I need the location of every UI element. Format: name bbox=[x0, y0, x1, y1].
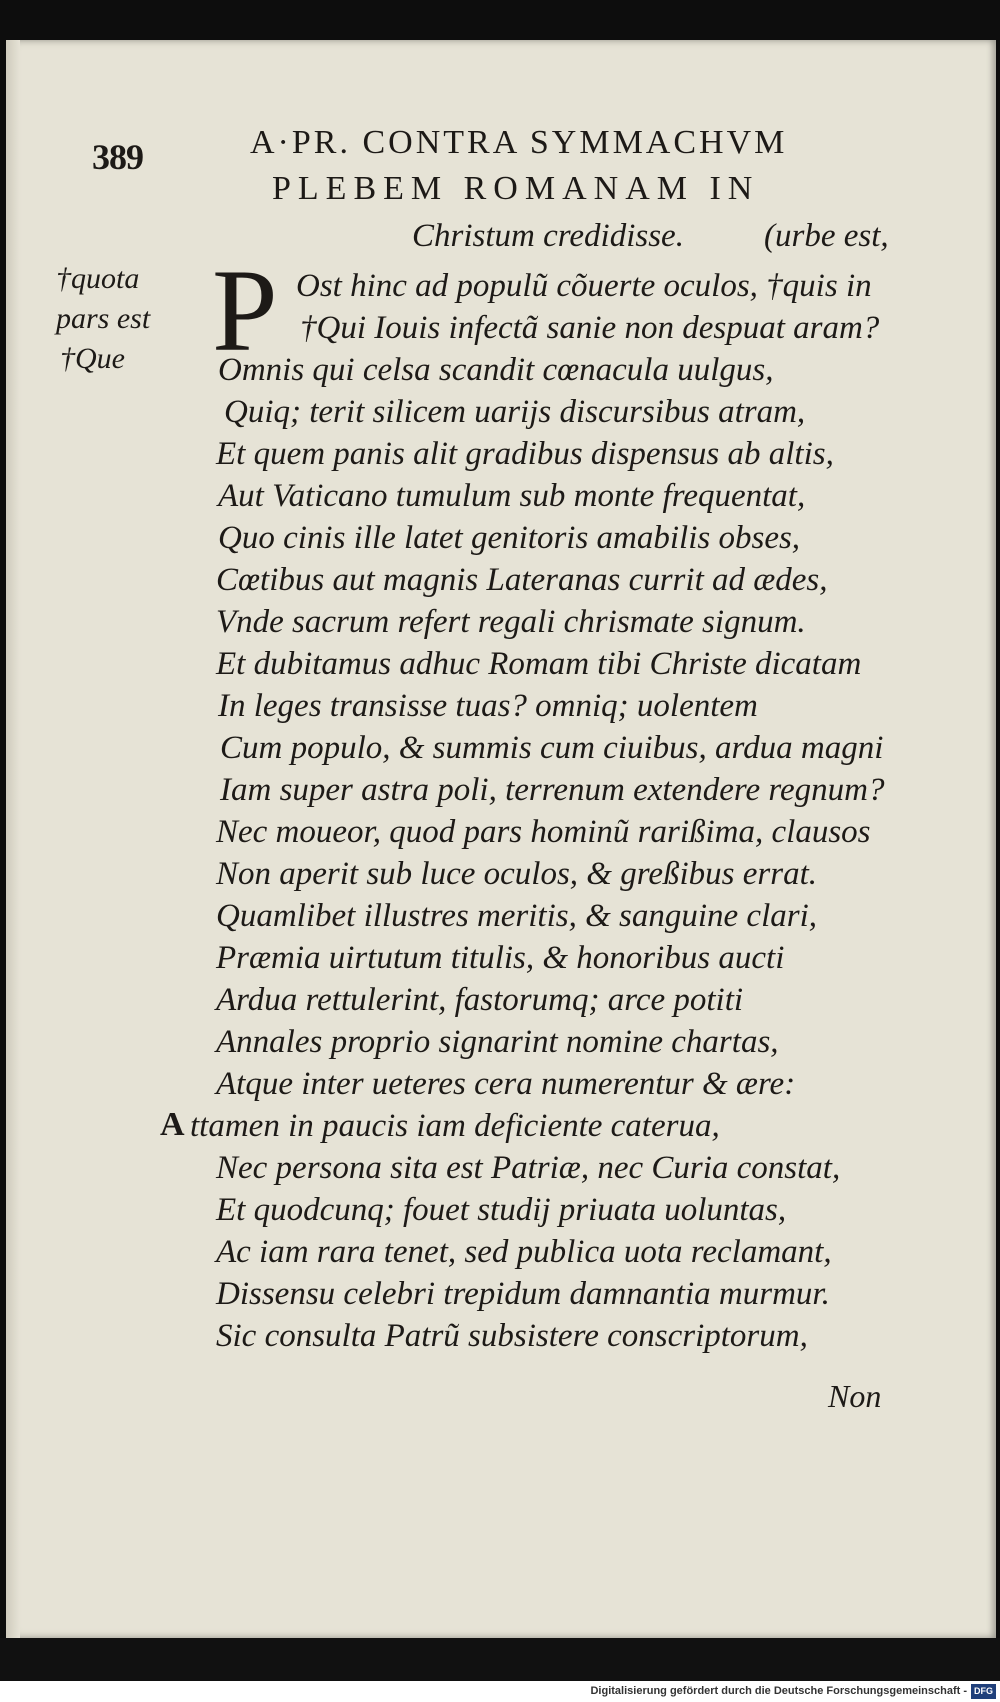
digitization-credit: Digitalisierung gefördert durch die Deutsche Forschungsgemeinschaft - bbox=[590, 1685, 967, 1697]
verse-line: Nec moueor, quod pars hominũ rarißima, clausos bbox=[216, 814, 871, 850]
catchword: Non bbox=[828, 1378, 882, 1414]
verse-line: Sic consulta Patrũ subsistere conscriptorum, bbox=[216, 1318, 808, 1354]
verse-line: ttamen in paucis iam deficiente caterua, bbox=[190, 1108, 720, 1144]
verse-line: Præmia uirtutum titulis, & honoribus aucti bbox=[216, 940, 785, 976]
marginal-note-1: †quota bbox=[56, 262, 140, 295]
verse-line: Nec persona sita est Patriæ, nec Curia constat, bbox=[216, 1150, 841, 1186]
digitization-credit-bar bbox=[0, 1681, 1000, 1702]
verse-line: Annales proprio signarint nomine chartas, bbox=[216, 1024, 779, 1060]
running-head: A·PR. CONTRA SYMMACHVM bbox=[250, 124, 788, 161]
verse-line: Dissensu celebri trepidum damnantia murmur. bbox=[216, 1276, 830, 1312]
verse-line: Ardua rettulerint, fastorumq; arce potiti bbox=[216, 982, 744, 1018]
page-number: 389 bbox=[92, 137, 143, 177]
section-heading-line-3: Christum credidisse. bbox=[412, 218, 684, 254]
book-page bbox=[6, 40, 996, 1638]
verse-line: Quiq; terit silicem uarijs discursibus atram, bbox=[224, 394, 806, 430]
marginal-note-3: †Que bbox=[60, 342, 125, 375]
verse-line: †Qui Iouis infectã sanie non despuat aram? bbox=[300, 310, 880, 346]
verse-line: Non aperit sub luce oculos, & greßibus errat. bbox=[216, 856, 817, 892]
section-heading-line-2: PLEBEM ROMANAM IN bbox=[272, 170, 760, 207]
initial-a-margin: A bbox=[160, 1106, 185, 1143]
marginal-note-2: pars est bbox=[56, 302, 151, 335]
dfg-logo: DFG bbox=[971, 1684, 996, 1699]
drop-cap: P bbox=[212, 245, 278, 376]
verse-line: Et quem panis alit gradibus dispensus ab altis, bbox=[216, 436, 834, 472]
verse-line: In leges transisse tuas? omniq; uolentem bbox=[218, 688, 758, 724]
verse-line: Iam super astra poli, terrenum extendere regnum? bbox=[220, 772, 885, 808]
verse-line: Cœtibus aut magnis Lateranas currit ad ædes, bbox=[216, 562, 828, 598]
verse-line: Cum populo, & summis cum ciuibus, ardua magni bbox=[220, 730, 884, 766]
verse-line: Atque inter ueteres cera numerentur & ære: bbox=[216, 1066, 796, 1102]
verse-line: Quamlibet illustres meritis, & sanguine clari, bbox=[216, 898, 818, 934]
verse-line: Quo cinis ille latet genitoris amabilis obses, bbox=[218, 520, 801, 556]
page-gutter-shadow bbox=[6, 40, 20, 1638]
verse-line: Ac iam rara tenet, sed publica uota reclamant, bbox=[216, 1234, 832, 1270]
verse-line: Ost hinc ad populũ cõuerte oculos, †quis in bbox=[296, 268, 872, 304]
verse-line: Et dubitamus adhuc Romam tibi Christe dicatam bbox=[216, 646, 862, 682]
verse-runover: (urbe est, bbox=[764, 218, 889, 254]
verse-line: Et quodcunq; fouet studij priuata uoluntas, bbox=[216, 1192, 787, 1228]
verse-line: Vnde sacrum refert regali chrismate signum. bbox=[216, 604, 806, 640]
verse-line: Omnis qui celsa scandit cœnacula uulgus, bbox=[218, 352, 774, 388]
verse-line: Aut Vaticano tumulum sub monte frequentat, bbox=[218, 478, 806, 514]
